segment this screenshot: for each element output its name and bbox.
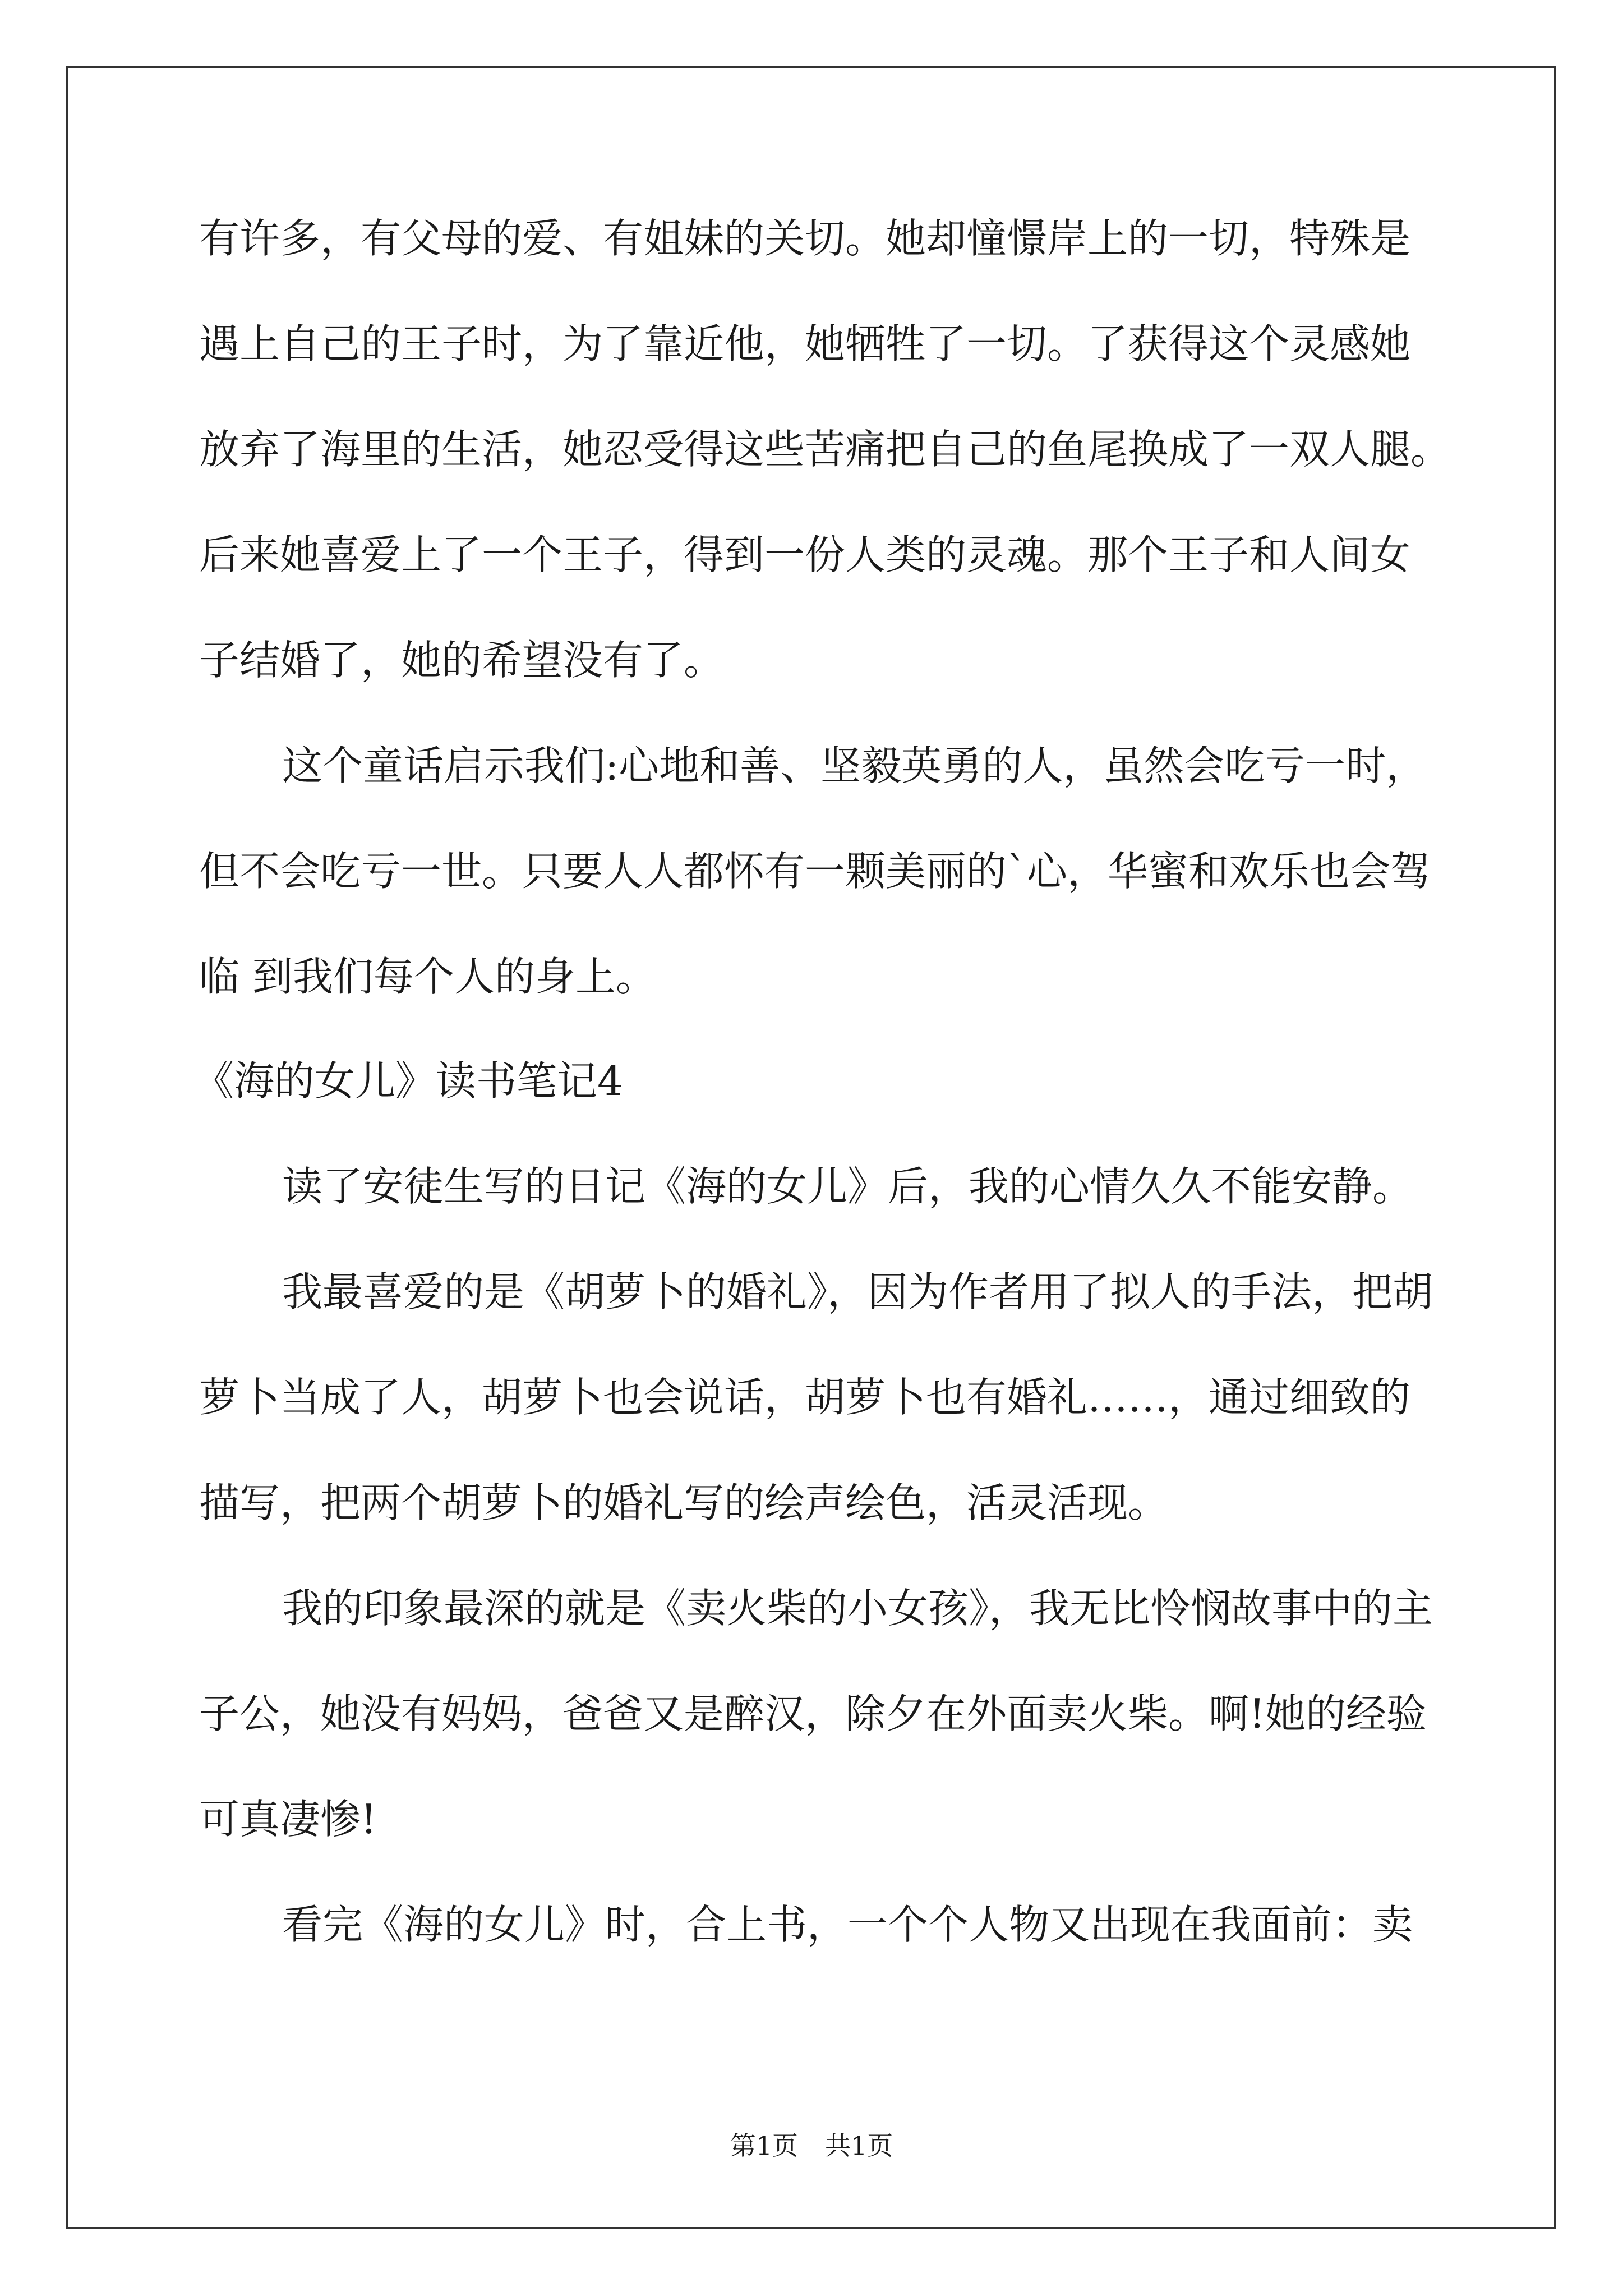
page-footer <box>0 2129 1623 2162</box>
text-line: 萝卜当成了人，胡萝卜也会说话，胡萝卜也有婚礼……，通过细致的 <box>199 1374 1411 1421</box>
paragraph-start: 看完《海的女儿》时，合上书，一个个人物又出现在我面前：卖 <box>282 1901 1413 1948</box>
text-line: 有许多，有父母的爱、有姐妹的关切。她却憧憬岸上的一切，特殊是 <box>199 215 1411 262</box>
paragraph-start: 读了安徒生写的日记《海的女儿》后，我的心情久久不能安静。 <box>282 1163 1413 1210</box>
text-line: 后来她喜爱上了一个王子，得到一份人类的灵魂。那个王子和人间女 <box>199 531 1411 578</box>
page-number: 第1页 <box>730 2131 798 2161</box>
text-line: 但不会吃亏一世。只要人人都怀有一颗美丽的`心，华蜜和欢乐也会驾 <box>199 848 1431 895</box>
text-line: 可真凄惨! <box>199 1796 377 1843</box>
section-heading: 《海的女儿》读书笔记4 <box>193 1057 623 1105</box>
text-line: 遇上自己的王子时，为了靠近他，她牺牲了一切。了获得这个灵感她 <box>199 320 1411 367</box>
page-total: 共1页 <box>825 2131 893 2161</box>
paragraph-start: 我的印象最深的就是《卖火柴的小女孩》，我无比怜悯故事中的主 <box>282 1585 1433 1632</box>
text-line: 放弃了海里的生活，她忍受得这些苦痛把自己的鱼尾换成了一双人腿。 <box>199 426 1451 473</box>
text-line: 子公，她没有妈妈，爸爸又是醉汉，除夕在外面卖火柴。啊!她的经验 <box>199 1690 1427 1737</box>
text-line: 临 到我们每个人的身上。 <box>199 953 656 1000</box>
text-line: 子结婚了，她的希望没有了。 <box>199 637 725 684</box>
text-line: 描写，把两个胡萝卜的婚礼写的绘声绘色，活灵活现。 <box>199 1479 1169 1526</box>
paragraph-start: 我最喜爱的是《胡萝卜的婚礼》，因为作者用了拟人的手法，把胡 <box>282 1268 1433 1315</box>
paragraph-start: 这个童话启示我们:心地和善、坚毅英勇的人，虽然会吃亏一时， <box>282 742 1427 789</box>
